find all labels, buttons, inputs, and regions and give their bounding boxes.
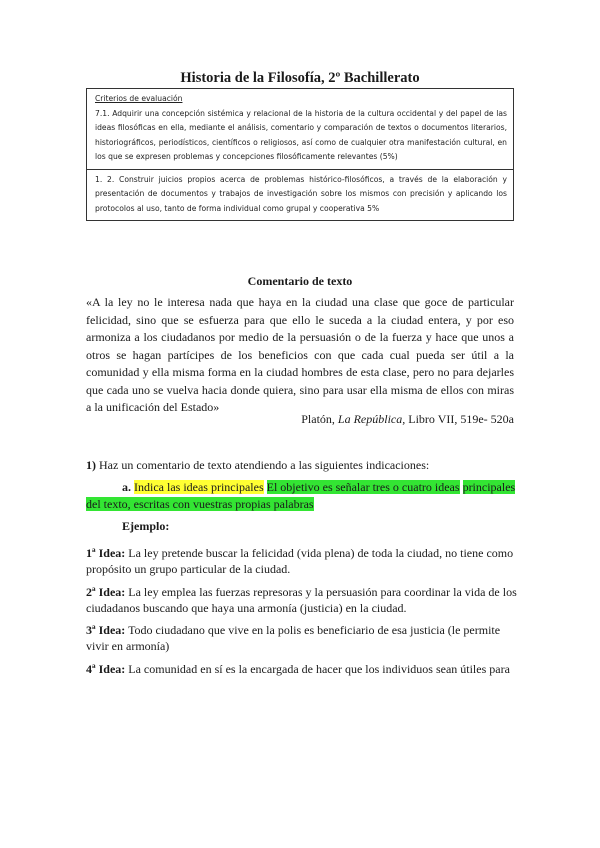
citation [301,412,514,427]
idea-label: 2ª Idea: [86,585,126,599]
idea-1 [86,545,518,577]
highlight-green-text-2: principales [462,480,516,494]
sub-question-a [86,479,518,513]
highlight-green-text-3: del texto, escritas con vuestras propias palabras [86,497,314,511]
section-title: Comentario de texto [247,274,353,288]
idea-text: Todo ciudadano que vive en la polis es beneficiario de esa justicia (le permite vivir en armonía) [86,623,501,653]
idea-text: La ley emplea las fuerzas represoras y la persuasión para coordinar la vida de los ciudadanos buscando que haya una armonía (justicia) en la ciudad. [86,585,517,615]
criteria-item-1: 7.1. Adquirir una concepción sistémica y relacional de la historia de la cultura occidental y del papel de las ideas filosóficas en ella, mediante el análisis, comentario y comparación de textos o documentos literarios, historiográficos, periodísticos, científicos o religiosos, así como de cualquier otra manifestación cultural, en los que se expresen problemas y concepciones filosóficamente relevantes (5%) [95,108,507,161]
question-text: Haz un comentario de texto atendiendo a las siguientes indicaciones: [99,458,430,472]
document-title: Historia de la Filosofía, 2º Bachillerato [180,70,420,86]
idea-label: 4ª Idea: [86,662,126,676]
idea-text: La comunidad en sí es la encargada de hacer que los individuos sean útiles para [128,662,510,676]
example-label: Ejemplo: [122,519,170,533]
criteria-cell-1 [87,89,513,169]
highlight-green-text-1: El objetivo es señalar tres o cuatro ideas [266,480,460,494]
highlight-yellow-text: Indica las ideas principales [134,480,264,494]
citation-author: Platón, [301,412,335,426]
question-number: 1) [86,458,96,472]
citation-work: La República, [337,412,406,426]
criteria-table [86,88,514,221]
criteria-item-2: 1. 2. Construir juicios propios acerca de problemas histórico-filosóficos, a través de la elaboración y presentación de documentos y trabajos de investigación sobre los mismos con precisión y aplicando los protocolos al uso, tanto de forma individual como grupal y cooperativa 5% [95,174,507,213]
quote-text: «A la ley no le interesa nada que haya en la ciudad una clase que goce de particular felicidad, sino que se esfuerza para que ello le suceda a la ciudad entera, y por eso armoniza a los ciudadanos por medio de la persuasión o de la fuerza y hace que unos a otros se hagan partícipes de los beneficios con que cada cual pueda ser útil a la comunidad y ella misma forma en la ciudad hombres de esta clase, pero no para dejarles que cada uno se vuelva hacia donde quiera, sino para usar ella misma de ellos con miras a la unificación del Estado» [86,295,514,414]
idea-2 [86,584,518,616]
idea-label: 3ª Idea: [86,623,126,637]
idea-4 [86,661,518,677]
question-1 [86,458,516,473]
sub-question-letter: a. [122,480,131,494]
criteria-cell-2 [87,169,513,221]
citation-reference: Libro VII, 519e- 520a [408,412,514,426]
idea-text: La ley pretende buscar la felicidad (vida plena) de toda la ciudad, no tiene como propósito un grupo particular de la ciudad. [86,546,514,576]
idea-3 [86,622,518,654]
idea-label: 1ª Idea: [86,546,126,560]
criteria-heading: Criterios de evaluación [95,94,183,103]
